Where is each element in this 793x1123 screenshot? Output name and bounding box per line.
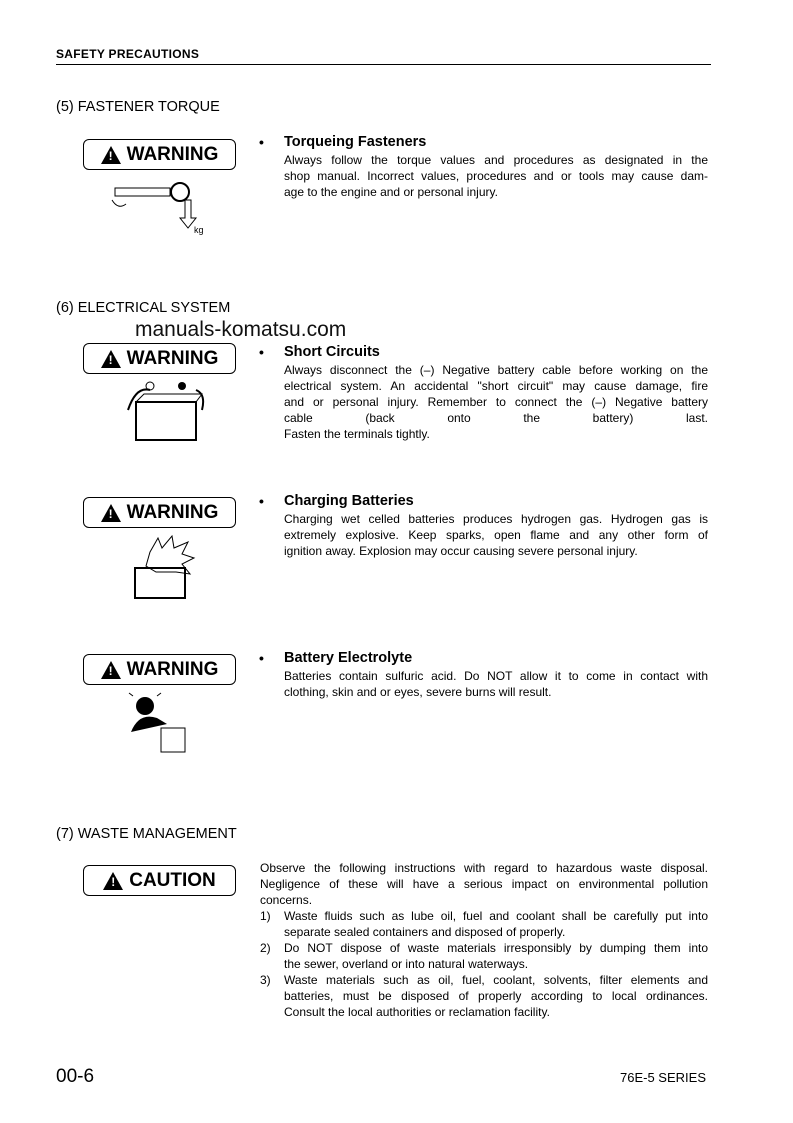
bullet: • — [259, 134, 264, 150]
item-body — [284, 152, 708, 200]
battery-acid-illustration — [125, 692, 195, 757]
bullet: • — [259, 650, 264, 666]
warning-triangle-icon — [101, 504, 121, 522]
caution-badge — [83, 865, 236, 896]
list-number: 3) — [260, 973, 271, 987]
warning-label: WARNING — [126, 501, 219, 523]
page-header: SAFETY PRECAUTIONS — [56, 47, 200, 61]
text-line: Observe the following instructions with regard to hazardous waste disposal. — [260, 861, 708, 875]
bullet: • — [259, 344, 264, 360]
text-line: Charging wet celled batteries produces hydrogen gas. Hydrogen gas is — [284, 512, 708, 526]
list-item — [260, 940, 708, 972]
battery-explosion-illustration — [130, 532, 200, 602]
warning-badge — [83, 654, 236, 685]
series-label: 76E-5 SERIES — [620, 1070, 706, 1085]
text-line: age to the engine and or personal injury. — [284, 185, 498, 199]
list-number: 2) — [260, 941, 271, 955]
text-line: Consult the local authorities or reclamation facility. — [284, 1005, 550, 1019]
text-line: Do NOT dispose of waste materials irresponsibly by dumping them into — [284, 941, 708, 955]
warning-badge — [83, 139, 236, 170]
text-line: ignition away. Explosion may occur causing severe personal injury. — [284, 544, 638, 558]
text-line: Batteries contain sulfuric acid. Do NOT allow it to come in contact with — [284, 669, 708, 683]
list-item — [260, 908, 708, 940]
page-number: 00-6 — [56, 1066, 95, 1087]
watermark: manuals-komatsu.com — [135, 318, 347, 341]
text-line: cable (back onto the battery) last. — [284, 411, 708, 425]
caution-label: CAUTION — [129, 869, 216, 891]
item-title: Battery Electrolyte — [284, 650, 413, 666]
warning-label: WARNING — [126, 143, 219, 165]
waste-instructions — [260, 860, 708, 1020]
text-line: Always disconnect the (–) Negative battery cable before working on the — [284, 363, 708, 377]
text-line: extremely explosive. Keep sparks, open flame and any other form of — [284, 528, 708, 542]
battery-cable-illustration — [120, 380, 205, 445]
text-line: Negligence of these will have a serious impact on environmental pollution — [260, 877, 708, 891]
list-item — [260, 972, 708, 1020]
warning-badge — [83, 343, 236, 374]
item-body — [284, 362, 708, 442]
text-line: separate sealed containers and disposed of properly. — [284, 925, 566, 939]
item-title: Charging Batteries — [284, 493, 414, 509]
text-line: batteries, must be disposed of properly according to local ordinances. — [284, 989, 708, 1003]
item-title: Torqueing Fasteners — [284, 134, 427, 150]
kg-label: kg — [194, 225, 204, 235]
text-line: clothing, skin and or eyes, severe burns will result. — [284, 685, 552, 699]
item-body — [284, 511, 708, 559]
warning-triangle-icon — [101, 146, 121, 164]
header-rule — [56, 64, 711, 65]
section-heading-fastener-torque: (5) FASTENER TORQUE — [56, 99, 220, 115]
warning-label: WARNING — [126, 347, 219, 369]
text-line: concerns. — [260, 893, 313, 907]
warning-triangle-icon — [103, 872, 123, 890]
torque-wrench-illustration — [110, 178, 210, 238]
text-line: shop manual. Incorrect values, procedures and or tools may cause dam- — [284, 169, 708, 183]
text-line: Always follow the torque values and procedures as designated in the — [284, 153, 708, 167]
bullet: • — [259, 493, 264, 509]
text-line: Waste fluids such as lube oil, fuel and coolant shall be carefully put into — [284, 909, 708, 923]
text-line: the sewer, overland or into natural waterways. — [284, 957, 529, 971]
item-title: Short Circuits — [284, 344, 380, 360]
warning-badge — [83, 497, 236, 528]
warning-triangle-icon — [101, 350, 121, 368]
warning-label: WARNING — [126, 658, 219, 680]
warning-triangle-icon — [101, 661, 121, 679]
text-line: electrical system. An accidental "short circuit" may cause damage, fire — [284, 379, 708, 393]
section-heading-waste-management: (7) WASTE MANAGEMENT — [56, 826, 237, 842]
item-body — [284, 668, 708, 700]
list-number: 1) — [260, 909, 271, 923]
text-line: and or personal injury. Remember to connect the (–) Negative battery — [284, 395, 708, 409]
section-heading-electrical-system: (6) ELECTRICAL SYSTEM — [56, 300, 231, 316]
text-line: Waste materials such as oil, fuel, coolant, solvents, filter elements and — [284, 973, 708, 987]
text-line: Fasten the terminals tightly. — [284, 427, 430, 441]
